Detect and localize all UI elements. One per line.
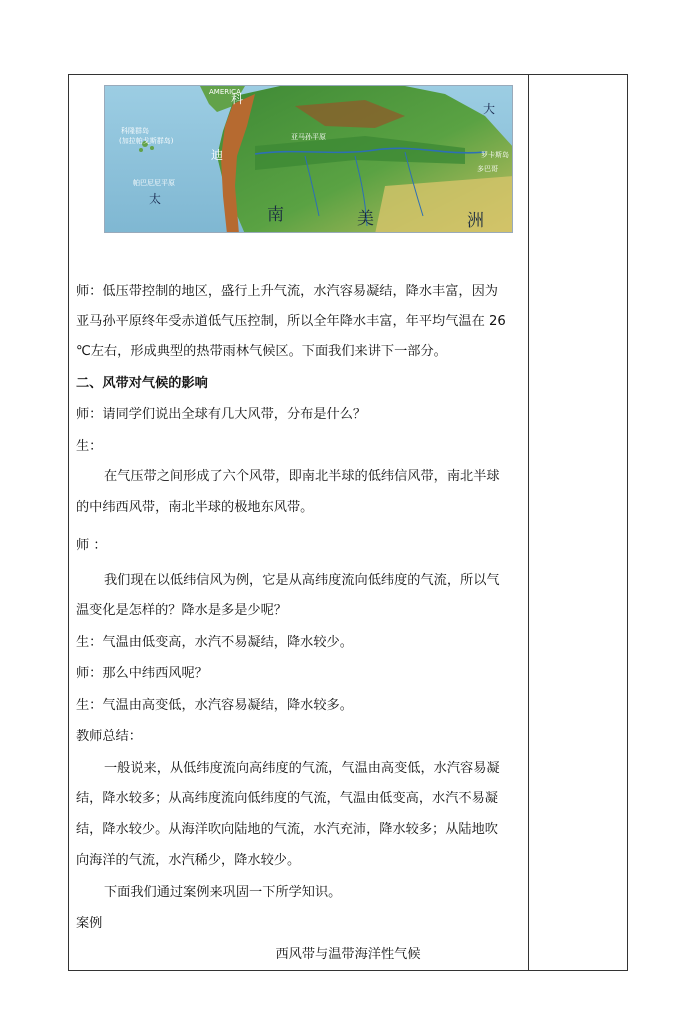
teacher-question: 师：请同学们说出全球有几大风带，分布是什么？: [76, 407, 367, 422]
map-label-galapagos: 科隆群岛: [121, 127, 149, 135]
paragraph-line: ℃左右，形成典型的热带雨林气候区。下面我们来讲下一部分。: [76, 344, 447, 359]
map-label-ocean-right: 大: [483, 102, 496, 116]
student-answer: 生：气温由高变低，水汽容易凝结，降水较多。: [76, 698, 353, 713]
teacher-question: 师：那么中纬西风呢？: [76, 666, 208, 681]
summary-line: 向海洋的气流，水汽稀少，降水较少。: [76, 853, 301, 868]
summary-label: 教师总结：: [76, 729, 142, 744]
paragraph-line: 亚马孙平原终年受赤道低气压控制，所以全年降水丰富，年平均气温在 26: [76, 314, 506, 329]
galapagos-island: [150, 146, 154, 150]
map-label-galapagos-alt: (加拉帕戈斯群岛): [119, 137, 174, 145]
map-label-tobago: 多巴哥: [477, 165, 498, 173]
transition-line: 下面我们通过案例来巩固一下所学知识。: [104, 885, 342, 900]
teacher-question-line: 我们现在以低纬信风为例，它是从高纬度流向低纬度的气流，所以气: [104, 573, 500, 588]
map-label-rocas: 罗卡斯岛: [481, 151, 509, 159]
map-label-ke: 科: [231, 92, 244, 106]
student-answer-line: 在气压带之间形成了六个风带，即南北半球的低纬信风带，南北半球: [104, 469, 500, 484]
south-america-map: [104, 85, 513, 233]
galapagos-island: [139, 148, 143, 152]
paragraph-line: 师：低压带控制的地区，盛行上升气流，水汽容易凝结，降水丰富，因为: [76, 284, 498, 299]
teacher-question-line: 温变化是怎样的？降水是多是少呢？: [76, 603, 287, 618]
summary-line: 结，降水较多；从高纬度流向低纬度的气流，气温由低变高，水汽不易凝: [76, 791, 498, 806]
section-heading: 二、风带对气候的影响: [76, 376, 208, 391]
map-label-zhou: 洲: [467, 211, 485, 231]
table-column-divider: [528, 74, 529, 971]
student-label: 生：: [76, 439, 103, 454]
case-title: 西风带与温带海洋性气候: [275, 947, 421, 962]
teacher-label: 师 ：: [76, 538, 107, 553]
case-label: 案例: [76, 916, 103, 931]
summary-line: 结，降水较少。从海洋吹向陆地的气流，水汽充沛，降水较多；从陆地吹: [76, 822, 498, 837]
map-label-nan: 南: [267, 205, 285, 225]
map-label-amazon: 亚马孙平原: [291, 133, 326, 141]
map-label-america: AMERICA: [209, 88, 241, 96]
map-label-di: 迪: [211, 148, 224, 162]
map-label-mei: 美: [357, 209, 375, 229]
summary-line: 一般说来，从低纬度流向高纬度的气流，气温由高变低，水汽容易凝: [104, 761, 500, 776]
map-label-ocean-left: 太: [149, 192, 162, 206]
map-label-small: 帕巴尼尼平原: [133, 179, 175, 187]
student-answer: 生：气温由低变高，水汽不易凝结，降水较少。: [76, 635, 353, 650]
student-answer-line: 的中纬西风带，南北半球的极地东风带。: [76, 500, 314, 515]
map-image: [105, 86, 513, 233]
